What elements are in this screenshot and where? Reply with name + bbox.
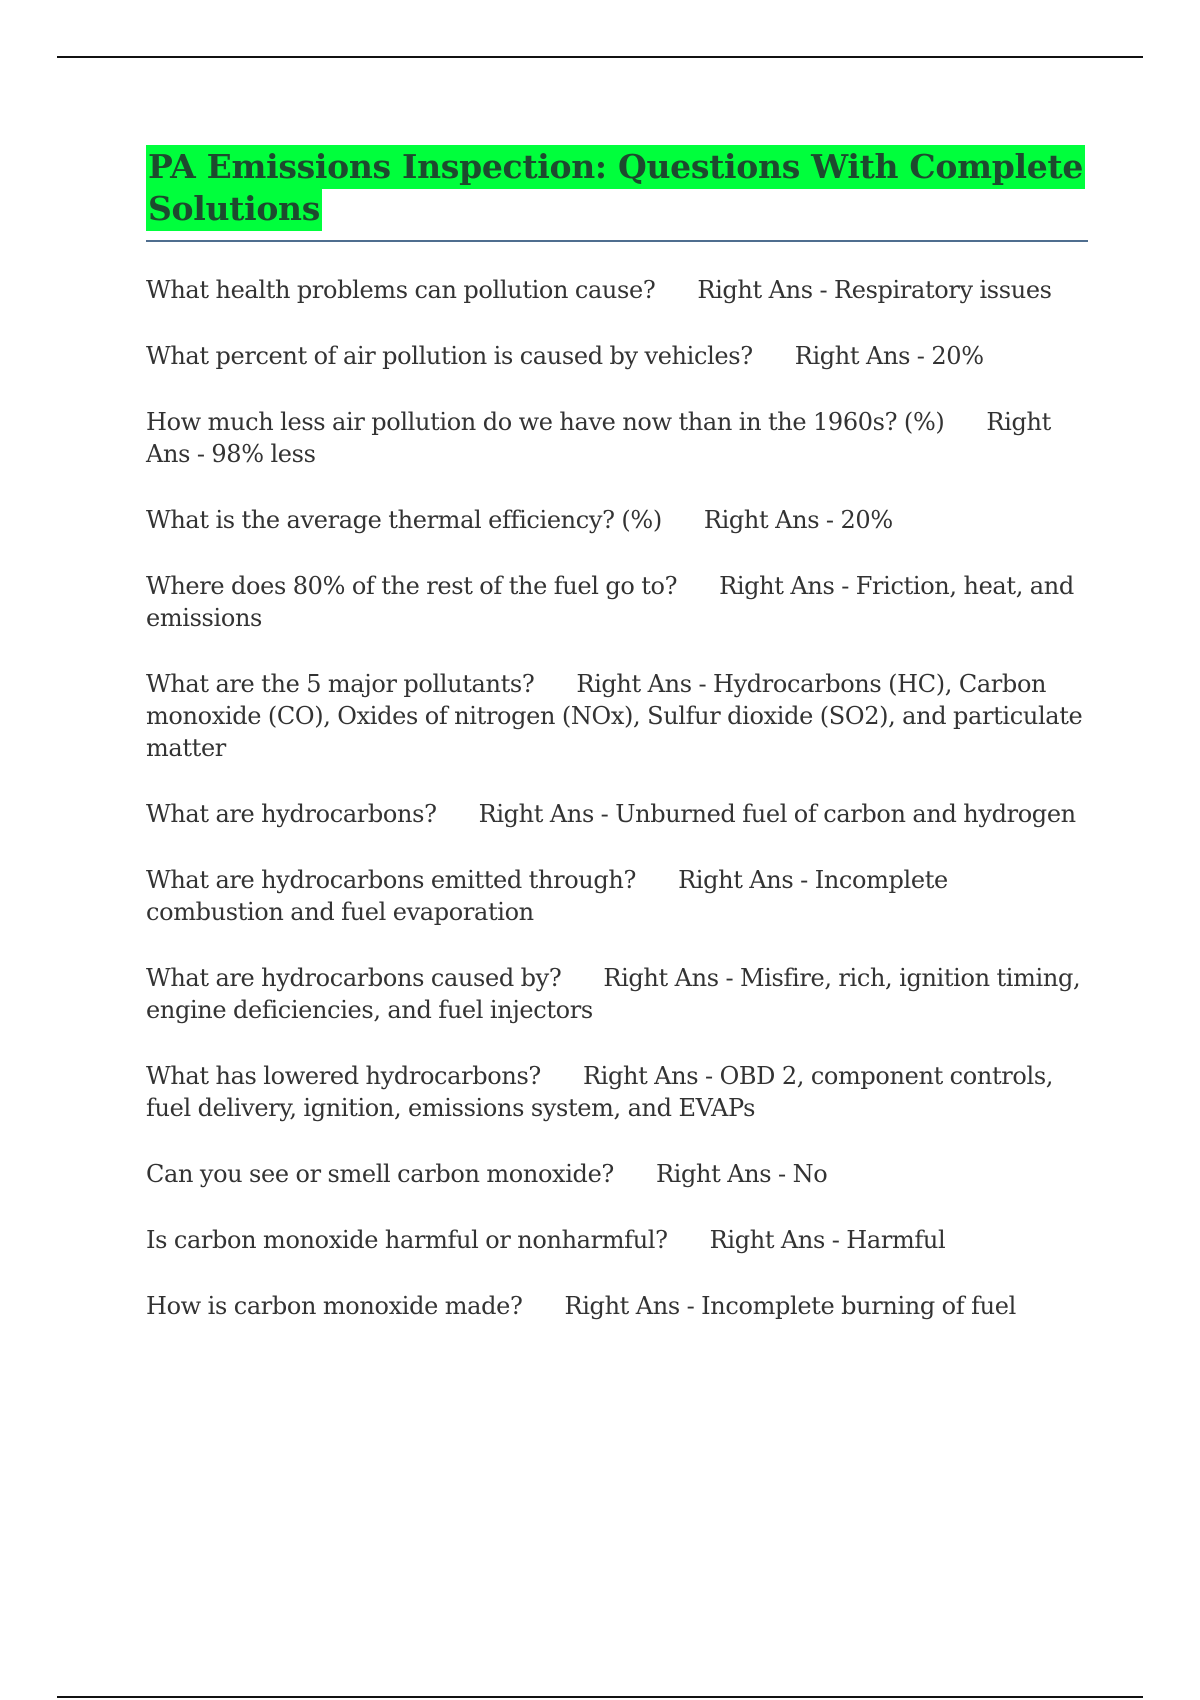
answer-text: 20%	[931, 342, 984, 370]
answer-text: Incomplete burning of fuel	[701, 1292, 1016, 1320]
answer-text: OBD 2, component controls, fuel delivery, ignition, emissions system, and EVAPs	[146, 1062, 1054, 1122]
document-title	[146, 146, 1088, 230]
answer-prefix: Right Ans -	[564, 1292, 702, 1320]
document-body	[146, 146, 1088, 1356]
question-text: Can you see or smell carbon monoxide?	[146, 1160, 614, 1188]
answer-prefix: Right Ans -	[603, 964, 740, 992]
question-text: What percent of air pollution is caused by vehicles?	[146, 342, 753, 370]
qa-item	[146, 1224, 1088, 1256]
qa-item	[146, 962, 1088, 1026]
answer-prefix: Right Ans -	[678, 866, 815, 894]
answer-text: Hydrocarbons (HC), Carbon monoxide (CO), Oxides of nitrogen (NOx), Sulfur dioxide (SO2), and particulate matter	[146, 670, 1083, 762]
qa-item	[146, 504, 1088, 536]
answer-prefix: Right Ans -	[794, 342, 932, 370]
answer-prefix: Right Ans -	[719, 572, 856, 600]
title-underline	[146, 240, 1088, 242]
question-text: Where does 80% of the rest of the fuel go to?	[146, 572, 678, 600]
question-text: How is carbon monoxide made?	[146, 1292, 523, 1320]
qa-item	[146, 274, 1088, 306]
question-text: What health problems can pollution cause?	[146, 276, 656, 304]
page-bottom-rule	[57, 1696, 1143, 1698]
answer-prefix: Right Ans -	[576, 670, 713, 698]
answer-text: 98% less	[211, 440, 316, 468]
answer-prefix: Right Ans -	[703, 506, 841, 534]
question-text: What are hydrocarbons?	[146, 800, 437, 828]
qa-item	[146, 668, 1088, 764]
question-text: Is carbon monoxide harmful or nonharmful?	[146, 1226, 668, 1254]
answer-text: 20%	[840, 506, 893, 534]
answer-text: Misfire, rich, ignition timing, engine deficiencies, and fuel injectors	[146, 964, 1081, 1024]
answer-text: Unburned fuel of carbon and hydrogen	[615, 800, 1076, 828]
answer-text: Incomplete combustion and fuel evaporation	[146, 866, 948, 926]
question-text: How much less air pollution do we have now than in the 1960s? (%)	[146, 408, 945, 436]
qa-item	[146, 1060, 1088, 1124]
qa-item	[146, 798, 1088, 830]
answer-prefix: Right Ans -	[655, 1160, 793, 1188]
answer-text: Friction, heat, and emissions	[146, 572, 1074, 632]
answer-prefix: Right Ans -	[582, 1062, 720, 1090]
qa-item	[146, 864, 1088, 928]
question-text: What is the average thermal efficiency? (%)	[146, 506, 662, 534]
qa-list	[146, 274, 1088, 1322]
qa-item	[146, 1290, 1088, 1322]
answer-text: Respiratory issues	[834, 276, 1052, 304]
question-text: What are hydrocarbons caused by?	[146, 964, 562, 992]
document-title-highlight: PA Emissions Inspection: Questions With Complete Solutions	[146, 145, 1085, 231]
answer-prefix: Right Ans -	[697, 276, 834, 304]
question-text: What has lowered hydrocarbons?	[146, 1062, 541, 1090]
qa-item	[146, 570, 1088, 634]
question-text: What are the 5 major pollutants?	[146, 670, 535, 698]
answer-text: No	[792, 1160, 828, 1188]
answer-prefix: Right Ans -	[478, 800, 616, 828]
answer-prefix: Right Ans -	[709, 1226, 847, 1254]
qa-item	[146, 1158, 1088, 1190]
answer-prefix: Right Ans -	[146, 408, 1051, 468]
qa-item	[146, 340, 1088, 372]
page-top-rule	[57, 56, 1143, 58]
answer-text: Harmful	[846, 1226, 946, 1254]
qa-item	[146, 406, 1088, 470]
question-text: What are hydrocarbons emitted through?	[146, 866, 637, 894]
